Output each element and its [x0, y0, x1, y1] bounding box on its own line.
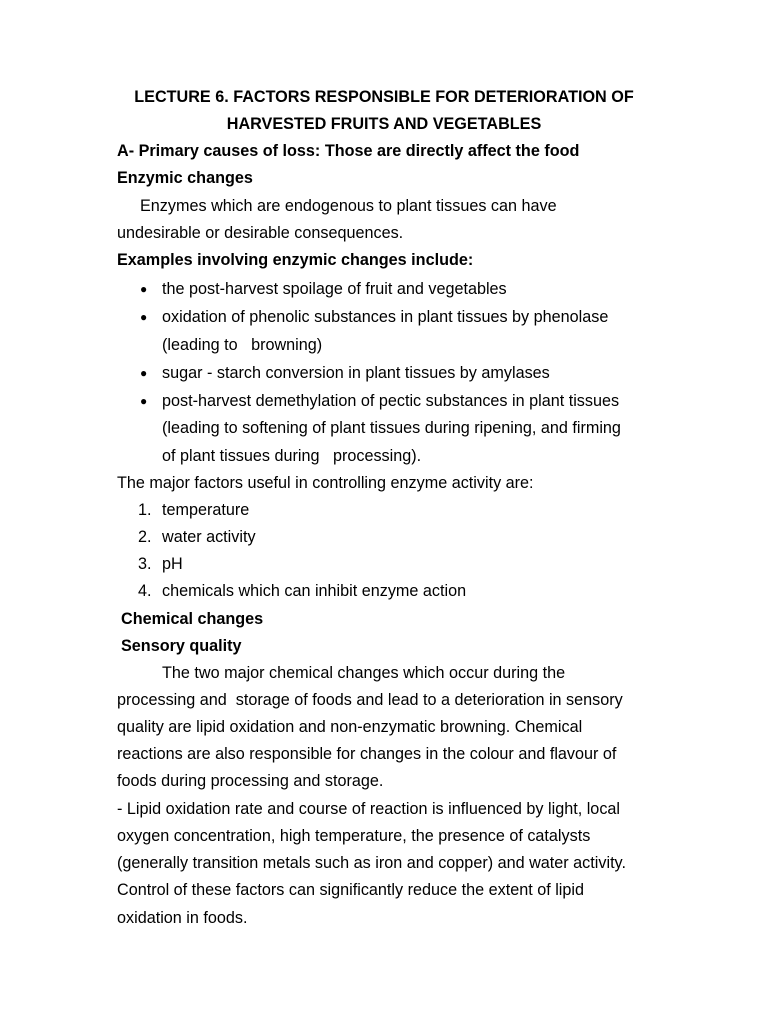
chemical-para1-line-1: The two major chemical changes which occur during the: [162, 664, 566, 682]
chemical-para2-line-5: oxidation in foods.: [117, 909, 248, 927]
bullet-marker: ●: [140, 282, 148, 296]
sensory-subheading: Sensory quality: [121, 637, 242, 655]
factor-1-text: temperature: [162, 501, 250, 519]
factor-4-text: chemicals which can inhibit enzyme action: [162, 582, 467, 600]
chemical-para1-line-3: quality are lipid oxidation and non-enzymatic browning. Chemical: [117, 718, 583, 736]
factors-intro: The major factors useful in controlling enzyme activity are:: [117, 474, 534, 492]
examples-heading: Examples involving enzymic changes include:: [117, 251, 474, 269]
chemical-para1-line-4: reactions are also responsible for changes in the colour and flavour of: [117, 745, 617, 763]
factor-4-number: 4.: [138, 582, 152, 600]
chemical-para2-line-2: oxygen concentration, high temperature, the presence of catalysts: [117, 827, 591, 845]
bullet-1-line-1: the post-harvest spoilage of fruit and vegetables: [162, 280, 507, 298]
bullet-marker: ●: [140, 310, 148, 324]
factor-2-number: 2.: [138, 528, 152, 546]
bullet-3-line-1: sugar - starch conversion in plant tissues by amylases: [162, 364, 550, 382]
enzymic-para-line-2: undesirable or desirable consequences.: [117, 224, 404, 242]
bullet-4-line-3: of plant tissues during processing).: [162, 447, 422, 465]
factor-1-number: 1.: [138, 501, 152, 519]
enzymic-para-line-1: Enzymes which are endogenous to plant tissues can have: [140, 197, 557, 215]
title-line-2: HARVESTED FRUITS AND VEGETABLES: [226, 115, 542, 133]
bullet-2-line-2: (leading to browning): [162, 336, 323, 354]
chemical-heading: Chemical changes: [121, 610, 264, 628]
chemical-para2-line-4: Control of these factors can significantly reduce the extent of lipid: [117, 881, 584, 899]
section-a-heading: A- Primary causes of loss: Those are directly affect the food: [117, 142, 580, 160]
title-line-1: LECTURE 6. FACTORS RESPONSIBLE FOR DETERIORATION OF: [134, 88, 634, 106]
bullet-4-line-1: post-harvest demethylation of pectic substances in plant tissues: [162, 392, 620, 410]
chemical-para1-line-5: foods during processing and storage.: [117, 772, 384, 790]
chemical-para1-line-2: processing and storage of foods and lead to a deterioration in sensory: [117, 691, 623, 709]
bullet-4-line-2: (leading to softening of plant tissues during ripening, and firming: [162, 419, 621, 437]
factor-2-text: water activity: [162, 528, 256, 546]
bullet-marker: ●: [140, 366, 148, 380]
bullet-2-line-1: oxidation of phenolic substances in plant tissues by phenolase: [162, 308, 609, 326]
chemical-para2-line-3: (generally transition metals such as iron and copper) and water activity.: [117, 854, 626, 872]
factor-3-number: 3.: [138, 555, 152, 573]
factor-3-text: pH: [162, 555, 183, 573]
enzymic-heading: Enzymic changes: [117, 169, 253, 187]
bullet-marker: ●: [140, 394, 148, 408]
chemical-para2-line-1: - Lipid oxidation rate and course of reaction is influenced by light, local: [117, 800, 621, 818]
